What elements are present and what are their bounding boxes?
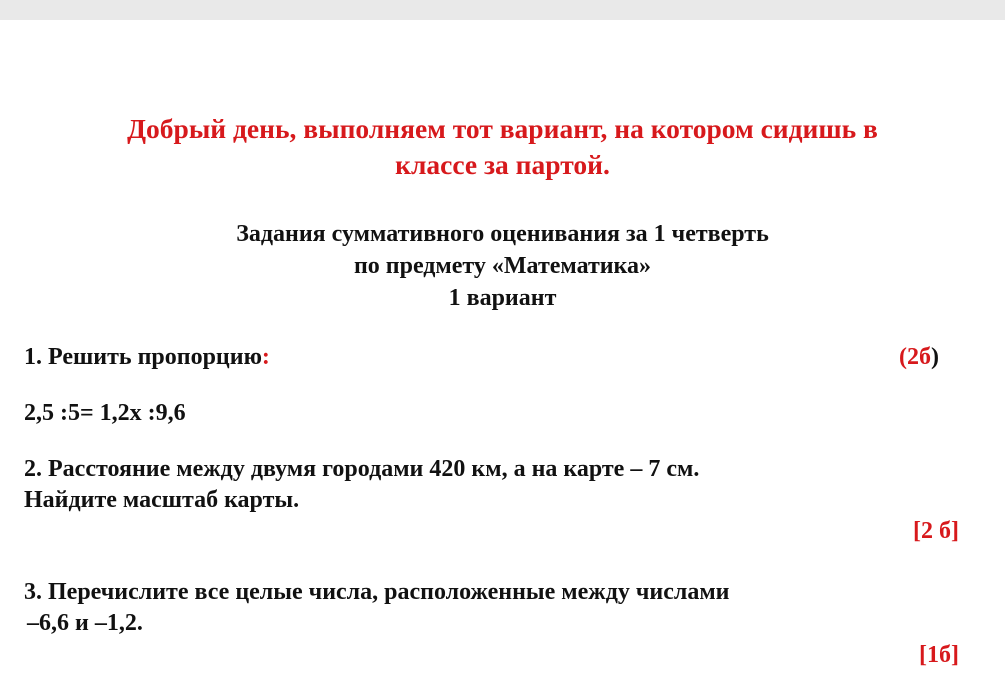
task-3-line-1: 3. Перечислите все целые числа, расположенные между числами (24, 579, 730, 605)
task-1-points-open: ( (899, 344, 907, 370)
task-1-title-colon: : (261, 344, 270, 370)
header-title: Задания суммативного оценивания за 1 четверть (236, 221, 769, 247)
task-1-title-text: 1. Решить пропорцию (24, 344, 262, 370)
task-1-equation: 2,5 :5= 1,2х :9,6 (24, 400, 186, 426)
top-bar (0, 0, 1005, 20)
task-2-line-2: Найдите масштаб карты. (24, 487, 300, 513)
task-1-points-value: 2б (907, 344, 931, 370)
task-3-points: [1б] (919, 642, 959, 668)
header-subject: по предмету «Математика» (353, 253, 652, 279)
task-2-points: [2 б] (913, 518, 959, 544)
task-2-line-1: 2. Расстояние между двумя городами 420 км, а на карте – 7 см. (24, 456, 700, 482)
task-1-points-close: ) (931, 344, 939, 370)
header-variant: 1 вариант (448, 285, 557, 311)
task-1-points (899, 342, 939, 372)
greeting-line-1: Добрый день, выполняем тот вариант, на котором сидишь в (127, 113, 878, 144)
task-3-line-2: –6,6 и –1,2. (27, 610, 143, 636)
task-1-title (24, 342, 270, 372)
greeting-line-2: классе за партой. (395, 149, 610, 180)
